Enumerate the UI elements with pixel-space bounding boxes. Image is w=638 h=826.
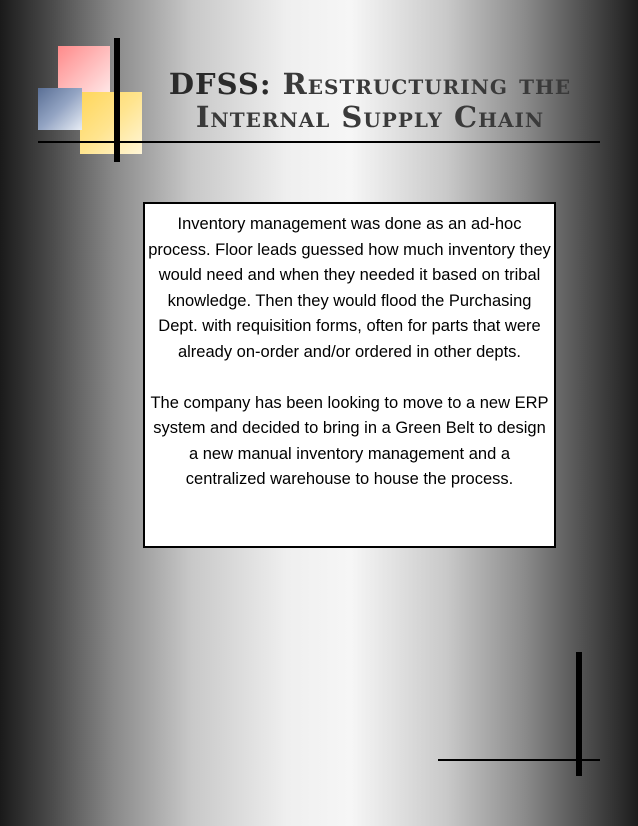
page-title [150, 68, 590, 134]
paragraph-erp-solution: The company has been looking to move to a new ERP system and decided to bring in a Green Belt to design a new manual inventory management and a centralized warehouse to house the process. [150, 393, 549, 489]
paragraph-inventory-problem: Inventory management was done as an ad-hoc process. Floor leads guessed how much inventory they would need and when they needed it based on tribal knowledge. Then they would flood the Purchasing Dept. with requisition forms, often for parts that were already on-order and/or ordered in other depts. [148, 215, 551, 361]
title-text: Restructuring the Internal Supply Chain [195, 67, 572, 134]
title-prefix: DFSS: [168, 67, 272, 101]
decorative-rule-bottom [438, 759, 600, 761]
decorative-red-square [58, 46, 110, 92]
title-underline-rule [38, 141, 600, 143]
content-text-box [143, 202, 556, 548]
decorative-yellow-square [80, 92, 142, 154]
decorative-blue-square [38, 88, 82, 130]
decorative-vertical-bar-top [114, 38, 120, 162]
decorative-vertical-bar-bottom [576, 652, 582, 776]
